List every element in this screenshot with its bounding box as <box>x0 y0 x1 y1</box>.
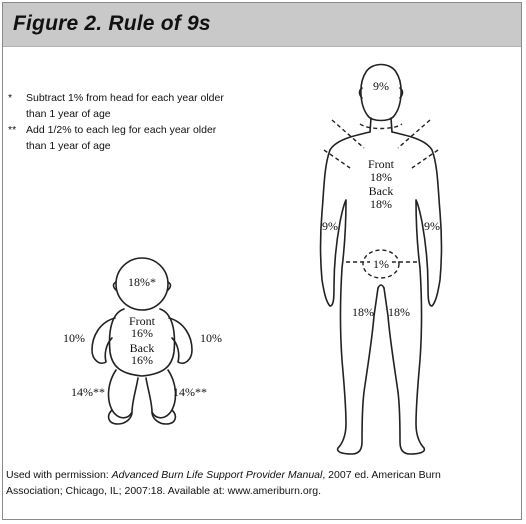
adult-neck <box>370 118 371 132</box>
child-leg-left <box>109 370 138 418</box>
adult-head-percent: 9% <box>373 79 389 93</box>
adult-front-percent: 18% <box>370 170 392 184</box>
adult-arm-left-percent: 9% <box>322 219 338 233</box>
note-line: than 1 year of age <box>26 140 111 152</box>
note-line: Add 1/2% to each leg for each year older <box>26 124 217 136</box>
adult-arm-right-percent: 9% <box>424 219 440 233</box>
adult-back-percent: 18% <box>370 197 392 211</box>
child-back-label: Back <box>129 341 155 355</box>
child-arm-left-percent: 10% <box>63 331 85 345</box>
note-mark: ** <box>8 124 17 136</box>
child-leg-left-percent: 14%** <box>71 385 105 399</box>
figure-title: Figure 2. Rule of 9s <box>13 12 211 35</box>
note-line: Subtract 1% from head for each year older <box>26 92 224 104</box>
adult-perineum-percent: 1% <box>373 257 389 271</box>
adult-leg-right-percent: 18% <box>388 305 410 319</box>
child-front-percent: 16% <box>131 326 153 340</box>
neck-boundary <box>360 124 402 129</box>
credit-line <box>6 467 514 483</box>
adult-crotch <box>378 285 384 288</box>
adult-neck <box>391 118 392 132</box>
adult-back-label: Back <box>368 184 394 198</box>
credit-suffix: , 2007 ed. American Burn <box>322 469 441 481</box>
child-leg-right-percent: 14%** <box>173 385 207 399</box>
credit-prefix: Used with permission: <box>6 469 112 481</box>
child-head-percent: 18%* <box>128 275 156 289</box>
adult-leg-left-percent: 18% <box>352 305 374 319</box>
credit-line: Association; Chicago, IL; 2007:18. Available at: www.ameriburn.org. <box>6 485 321 497</box>
child-back-percent: 16% <box>131 353 153 367</box>
child-front-label: Front <box>128 314 156 328</box>
adult-outline-right <box>384 132 442 454</box>
note-mark: * <box>8 92 13 104</box>
child-leg-right <box>146 370 175 418</box>
credit-source-title: Advanced Burn Life Support Provider Manual <box>111 469 323 481</box>
permission-credit <box>6 467 514 499</box>
adult-front-label: Front <box>367 157 395 171</box>
note-line: than 1 year of age <box>26 108 111 120</box>
child-arm-right-percent: 10% <box>200 331 222 345</box>
